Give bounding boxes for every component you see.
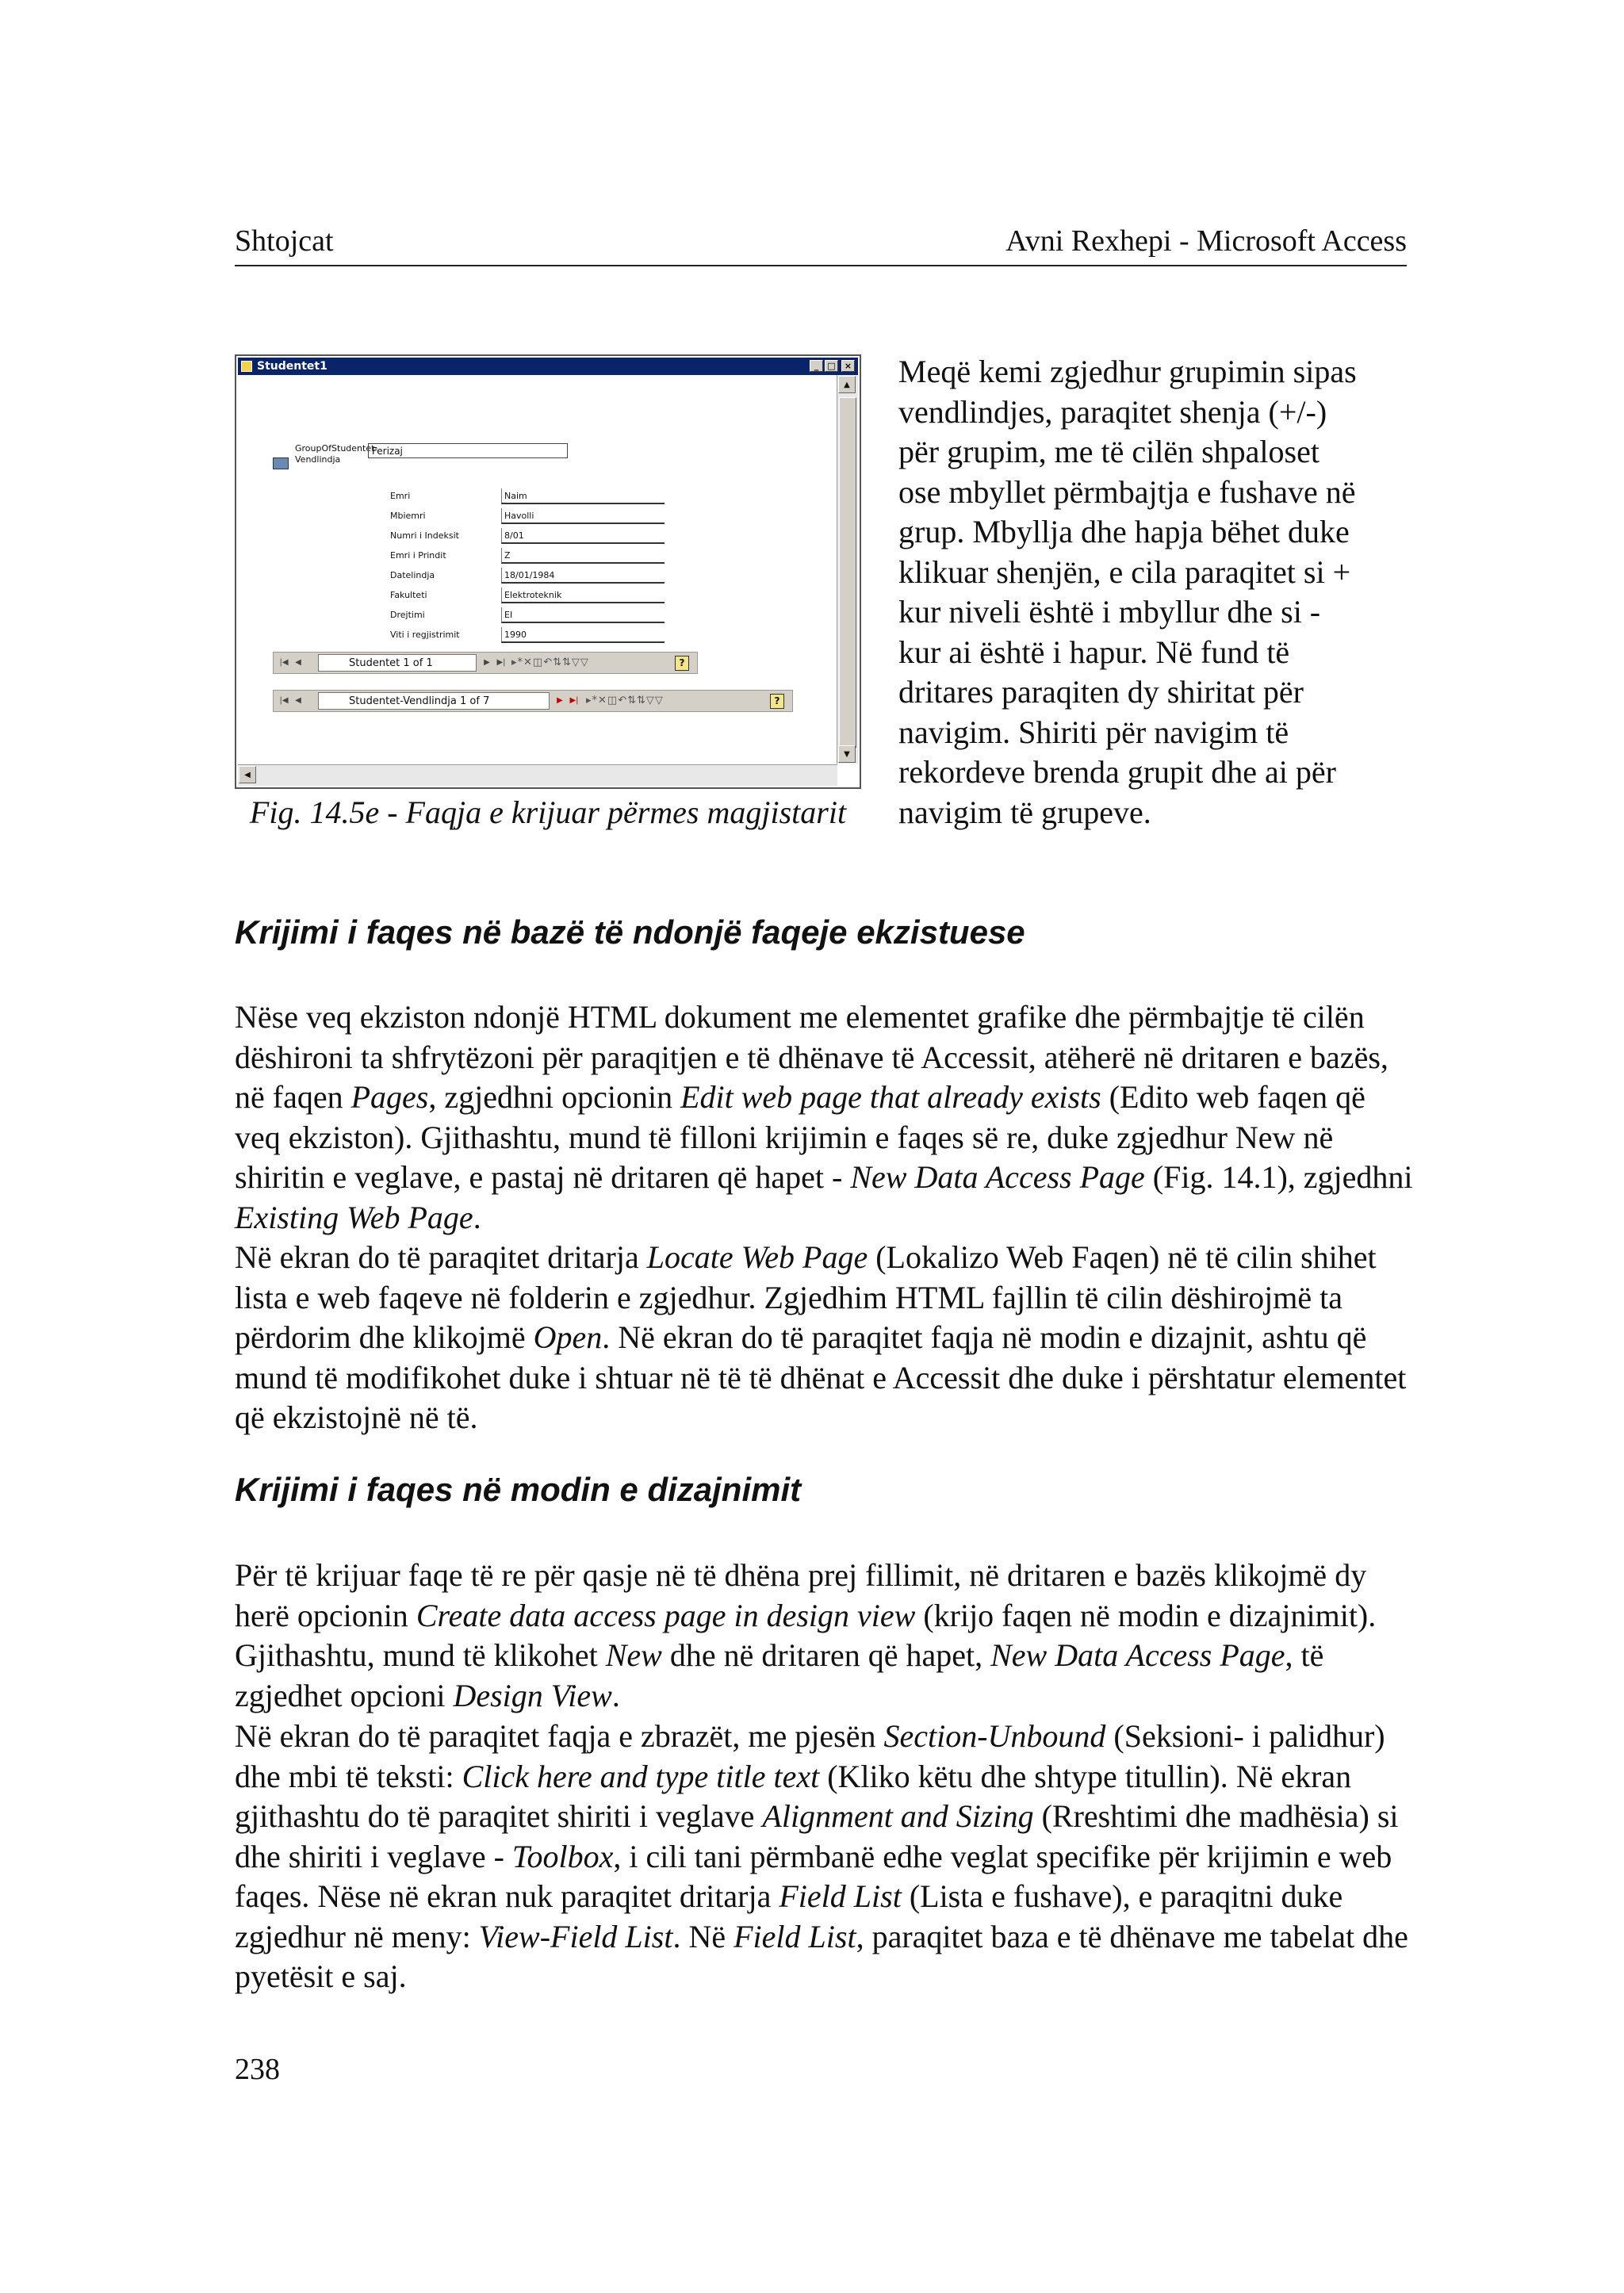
italic-run: View-Field List	[478, 1918, 673, 1954]
text-run: , paraqitet baza e të dhënave me tabelat dhe pyetësit e saj.	[235, 1918, 1408, 1994]
text-run: (Lokalizo Web Faqen) në të cilin shihet lista e web faqeve në folderin e zgjedhur. Zgjedhim HTML fajllin të cilin dëshirojmë ta përdorim dhe klikojmë	[235, 1239, 1377, 1355]
italic-run: Toolbox	[511, 1838, 614, 1874]
text-run: , i cili tani përmbanë edhe veglat specifike për krijimin e web faqes. Nëse në ekran nuk paraqitet dritarja	[235, 1838, 1392, 1914]
text-run: dhe në dritaren që hapet,	[661, 1637, 991, 1673]
italic-run: Field List	[779, 1878, 902, 1914]
next-record-icon[interactable]: ▶	[484, 658, 490, 667]
italic-run: Open	[533, 1319, 603, 1355]
italic-run: Click here and type title text	[462, 1758, 820, 1794]
text-run: .	[611, 1677, 620, 1713]
scroll-up-icon[interactable]: ▲	[838, 376, 856, 393]
side-line: navigim të grupeve.	[898, 794, 1151, 830]
field-value[interactable]: Havolli	[501, 508, 665, 524]
side-line: kur ai është i hapur. Në fund të	[898, 634, 1290, 670]
first-record-icon[interactable]: |◀	[279, 658, 289, 667]
field-label: Viti i regjistrimit	[390, 630, 460, 640]
field-label: Mbiemri	[390, 511, 426, 521]
side-line: navigim. Shiriti për navigim të	[898, 714, 1289, 750]
text-run: . Në	[672, 1918, 734, 1954]
scroll-left-icon[interactable]: ◀	[239, 766, 256, 783]
text-run: Për të krijuar faqe të re për qasje në të dhëna prej fillimit, në dritaren e bazës klikojmë dy herë opcionin	[235, 1557, 1367, 1633]
last-group-icon[interactable]: ▶|	[569, 696, 579, 705]
field-value[interactable]: 8/01	[501, 528, 665, 544]
scroll-thumb[interactable]	[839, 397, 856, 748]
italic-run: Locate Web Page	[646, 1239, 868, 1275]
field-label: Drejtimi	[390, 610, 425, 620]
close-button[interactable]: ×	[841, 360, 855, 372]
maximize-button[interactable]: □	[825, 360, 838, 372]
italic-run: New Data Access Page	[850, 1159, 1145, 1195]
italic-run: New Data Access Page	[990, 1637, 1285, 1673]
horizontal-scrollbar[interactable]	[238, 764, 837, 786]
text-run: , të zgjedhet opcioni	[235, 1637, 1324, 1713]
group-navigation-bar	[273, 690, 793, 712]
group-value-field[interactable]: Ferizaj	[368, 443, 568, 458]
group-label: GroupOfStudentet-Vendlindja	[295, 443, 378, 465]
help-icon[interactable]: ?	[770, 694, 784, 709]
field-label: Datelindja	[390, 570, 435, 580]
text-run: Në ekran do të paraqitet faqja e zbrazët, me pjesën	[235, 1718, 884, 1754]
group-tools-icons[interactable]: ▸*✕◫↶⇅⇅▽▽	[586, 695, 664, 706]
section-heading: Krijimi i faqes në bazë të ndonjë faqeje ekzistuese	[235, 913, 1025, 951]
italic-run: Field List	[733, 1918, 856, 1954]
section-heading: Krijimi i faqes në modin e dizajnimit	[235, 1471, 802, 1508]
text-run: .	[473, 1199, 481, 1235]
side-line: dritares paraqiten dy shiritat për	[898, 674, 1304, 710]
previous-group-icon[interactable]: ◀	[295, 696, 301, 705]
field-value[interactable]: 18/01/1984	[501, 568, 665, 584]
italic-run: Pages	[350, 1079, 429, 1115]
figure-caption: Fig. 14.5e - Faqja e krijuar përmes magjistarit	[249, 794, 847, 830]
form-icon	[241, 361, 252, 372]
minimize-button[interactable]: _	[810, 360, 823, 372]
window-title: Studentet1	[257, 360, 327, 373]
text-run: (Seksioni- i palidhur) dhe mbi të teksti:	[235, 1718, 1385, 1794]
page-number: 238	[235, 2053, 280, 2086]
group-position-text: Studentet-Vendlindja 1 of 7	[318, 692, 550, 710]
header-left: Shtojcat	[235, 224, 334, 258]
next-group-icon[interactable]: ▶	[557, 696, 563, 705]
text-run: (Kliko këtu dhe shtype titullin). Në ekran gjithashtu do të paraqitet shiriti i veglave	[235, 1758, 1352, 1834]
field-label: Numri i Indeksit	[390, 530, 459, 541]
field-value[interactable]: Elektroteknik	[501, 588, 665, 603]
italic-run: Existing Web Page	[235, 1199, 473, 1235]
field-value[interactable]: 1990	[501, 627, 665, 643]
field-label: Emri	[390, 491, 411, 501]
text-run: Nëse veq ekziston ndonjë HTML dokument me elementet grafike dhe përmbajtje të cilën dëshironi ta shfrytëzoni për paraqitjen e të dhënave të Accessit, atëherë në dritaren e bazës, në faqen	[235, 999, 1388, 1115]
side-line: kur niveli është i mbyllur dhe si -	[898, 594, 1321, 630]
side-line: rekordeve brenda grupit dhe ai për	[898, 754, 1336, 790]
side-line: vendlindjes, paraqitet shenja (+/-)	[898, 393, 1327, 430]
side-line: për grupim, me të cilën shpaloset	[898, 434, 1320, 469]
field-label: Fakulteti	[390, 590, 427, 600]
field-value[interactable]: Z	[501, 548, 665, 564]
italic-run: Alignment and Sizing	[762, 1798, 1034, 1834]
italic-run: New	[605, 1637, 662, 1673]
last-record-icon[interactable]: ▶|	[496, 658, 506, 667]
side-line: Meqë kemi zgjedhur grupimin sipas	[898, 354, 1357, 389]
field-value[interactable]: Naim	[501, 488, 665, 504]
previous-record-icon[interactable]: ◀	[295, 658, 301, 667]
record-position-text: Studentet 1 of 1	[318, 654, 477, 672]
side-line: ose mbyllet përmbajtja e fushave në	[898, 473, 1356, 510]
help-icon[interactable]: ?	[675, 656, 689, 671]
text-run: (Lista e fushave), e paraqitni duke zgjedhur në meny:	[235, 1878, 1343, 1954]
expand-group-icon[interactable]	[273, 457, 289, 469]
text-run: (Fig. 14.1), zgjedhni	[1144, 1159, 1413, 1195]
text-run: (Edito web faqen që veq ekziston). Gjithashtu, mund të filloni krijimin e faqes së re, duke zgjedhur New në shiritin e veglave, e pastaj në dritaren që hapet -	[235, 1079, 1365, 1195]
field-label: Emri i Prindit	[390, 550, 446, 561]
page-header	[235, 224, 1407, 266]
window-titlebar	[238, 358, 858, 375]
section2-paragraph-1	[235, 1556, 1416, 1716]
record-tools-icons[interactable]: ▸*✕◫↶⇅⇅▽▽	[511, 657, 589, 668]
italic-run: Create data access page in design view	[416, 1597, 916, 1633]
text-run: , zgjedhni opcionin	[428, 1079, 681, 1115]
side-paragraph	[898, 352, 1414, 833]
field-value[interactable]: EI	[501, 607, 665, 623]
italic-run: Design View	[453, 1677, 612, 1713]
italic-run: Edit web page that already exists	[680, 1079, 1101, 1115]
vertical-scrollbar[interactable]	[837, 375, 858, 764]
text-run: Në ekran do të paraqitet dritarja	[235, 1239, 647, 1275]
header-right: Avni Rexhepi - Microsoft Access	[1005, 224, 1407, 258]
side-line: grup. Mbyllja dhe hapja bëhet duke	[898, 514, 1350, 549]
text-run: (Rreshtimi dhe madhësia) si dhe shiriti i veglave -	[235, 1798, 1399, 1874]
record-navigation-bar	[273, 652, 698, 674]
section1-paragraph-1	[235, 997, 1416, 1238]
side-line: klikuar shenjën, e cila paraqitet si +	[898, 553, 1351, 590]
section2-paragraph-2	[235, 1717, 1416, 1997]
scroll-down-icon[interactable]: ▼	[838, 745, 856, 763]
italic-run: Section-Unbound	[883, 1718, 1106, 1754]
text-run: (krijo faqen në modin e dizajnimit). Gjithashtu, mund të klikohet	[235, 1597, 1377, 1673]
section1-paragraph-2	[235, 1238, 1416, 1438]
text-run: . Në ekran do të paraqitet faqja në modin e dizajnit, ashtu që mund të modifikohet duke i shtuar në të të dhënat e Accessit dhe duke i përshtatur elementet që ekzistojnë në të.	[235, 1319, 1407, 1435]
figure-screenshot-window	[235, 354, 861, 789]
first-group-icon[interactable]: |◀	[279, 696, 289, 705]
